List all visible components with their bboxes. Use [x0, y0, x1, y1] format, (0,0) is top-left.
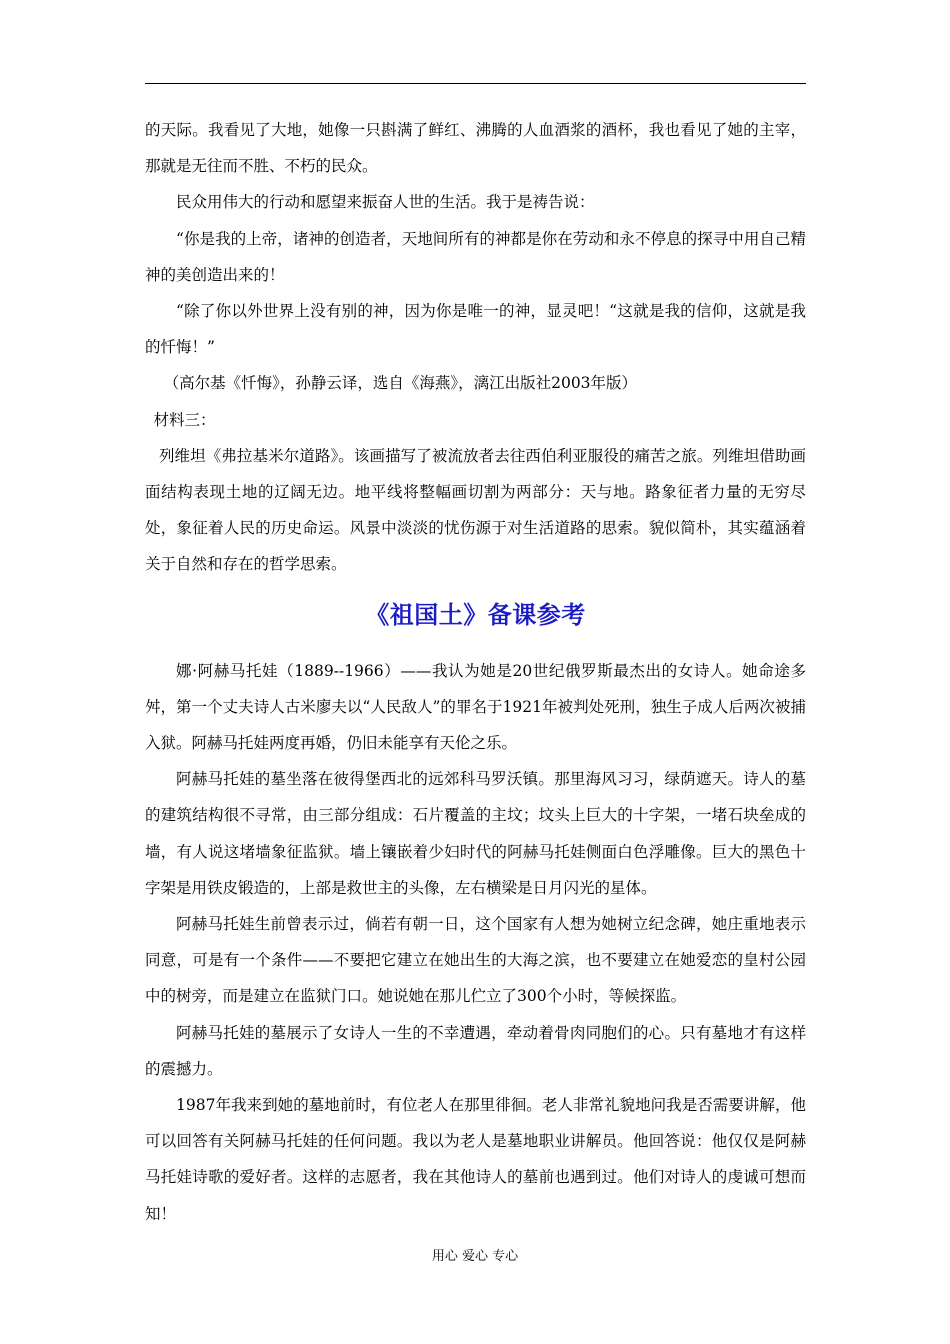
paragraph-levitan: 列维坦《弗拉基米尔道路》。该画描写了被流放者去往西伯利亚服役的痛苦之旅。列维坦借助画面结构表现土地的辽阔无边。地平线将整幅画切割为两部分：天与地。路象征者力量的无穷尽处，象征着人民的历史命运。风景中淡淡的忧伤源于对生活道路的思索。貌似简朴，其实蕴涵着关于自然和存在的哲学思索。: [145, 446, 806, 574]
header-rule: [145, 83, 806, 84]
paragraph-akhmatova-tomb: 阿赫马托娃的墓坐落在彼得堡西北的远郊科马罗沃镇。那里海风习习，绿荫遮天。诗人的墓的建筑结构很不寻常，由三部分组成：石片覆盖的主坟；坟头上巨大的十字架，一堵石块垒成的墙，有人说这堵墙象征监狱。墙上镶嵌着少妇时代的阿赫马托娃侧面白色浮雕像。巨大的黑色十字架是用铁皮锻造的，上部是救世主的头像，左右横梁是日月闪光的星体。: [145, 770, 806, 897]
paragraph-prayer-quote-2: “除了你以外世界上没有别的神，因为你是唯一的神，显灵吧！“这就是我的信仰，这就是我的忏悔！”: [145, 302, 806, 357]
section-title: 《祖国土》备课参考: [365, 600, 586, 629]
paragraph-prayer-quote-1: “你是我的上帝，诸神的创造者，天地间所有的神都是你在劳动和永不停息的探寻中用自己精神的美创造出来的！: [145, 229, 806, 284]
paragraph-akhmatova-visit: 1987年我来到她的墓地前时，有位老人在那里徘徊。老人非常礼貌地问我是否需要讲解，他可以回答有关阿赫马托娃的任何问题。我以为老人是墓地职业讲解员。他回答说：他仅仅是阿赫马托娃诗歌的爱好者。这样的志愿者，我在其他诗人的墓前也遇到过。他们对诗人的虔诚可想而知！: [145, 1096, 806, 1223]
page-footer: 用心 爱心 专心: [431, 1249, 519, 1264]
citation-gorky: （高尔基《忏悔》，孙静云译，选自《海燕》，漓江出版社2003年版）: [163, 374, 638, 393]
paragraph-prayer-intro: 民众用伟大的行动和愿望来振奋人世的生活。我于是祷告说：: [176, 193, 595, 212]
paragraph-akhmatova-bio: 娜·阿赫马托娃（1889--1966）——我认为她是20世纪俄罗斯最杰出的女诗人。她命途多舛，第一个丈夫诗人古米廖夫以“人民敌人”的罪名于1921年被判处死刑，独生子成人后两次被捕入狱。阿赫马托娃两度再婚，仍旧未能享有天伦之乐。: [145, 661, 806, 753]
paragraph-akhmatova-monument: 阿赫马托娃生前曾表示过，倘若有朝一日，这个国家有人想为她树立纪念碑，她庄重地表示同意，可是有一个条件——不要把它建立在她出生的大海之滨，也不要建立在她爱恋的皇村公园中的树旁，而是建立在监狱门口。她说她在那儿伫立了300个小时，等候探监。: [145, 915, 806, 1006]
paragraph-continuation: 的天际。我看见了大地，她像一只斟满了鲜红、沸腾的人血酒浆的酒杯，我也看见了她的主宰，那就是无往而不胜、不朽的民众。: [145, 121, 806, 176]
paragraph-akhmatova-fate: 阿赫马托娃的墓展示了女诗人一生的不幸遭遇，牵动着骨肉同胞们的心。只有墓地才有这样的震撼力。: [145, 1023, 806, 1078]
document-body: [145, 112, 806, 1232]
material-three-label: 材料三：: [153, 410, 216, 429]
